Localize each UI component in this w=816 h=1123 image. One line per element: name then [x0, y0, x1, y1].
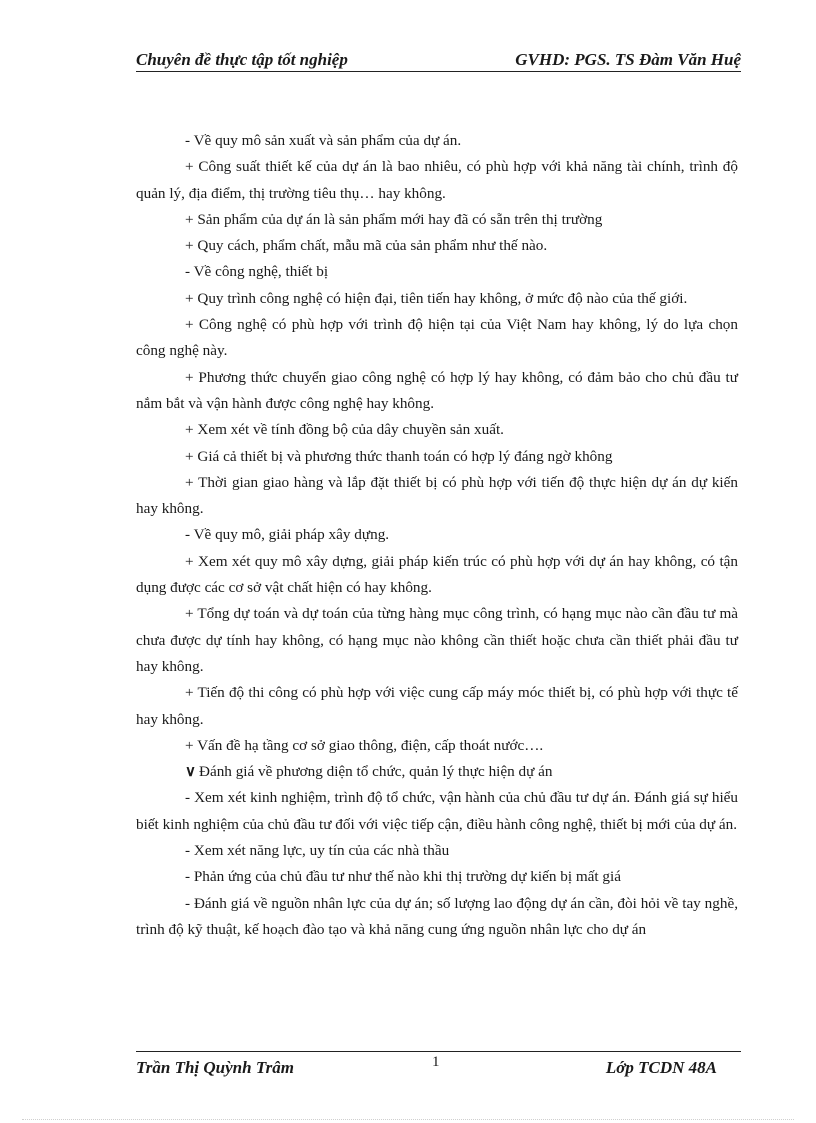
- paragraph: + Công suất thiết kế của dự án là bao nhiêu, có phù hợp với khả năng tài chính, trình độ quản lý, địa điểm, thị trường tiêu thụ… hay không.: [136, 158, 738, 202]
- paragraph: + Phương thức chuyển giao công nghệ có hợp lý hay không, có đảm bảo cho chủ đầu tư nắm bắt và vận hành được công nghệ hay không.: [136, 368, 738, 412]
- paragraph: - Về quy mô sản xuất và sản phẩm của dự án.: [185, 132, 462, 149]
- paragraph: + Quy cách, phẩm chất, mẫu mã của sản phẩm như thế nào.: [185, 237, 548, 255]
- paragraph: + Quy trình công nghệ có hiện đại, tiên tiến hay không, ở mức độ nào của thế giới.: [185, 289, 688, 307]
- paragraph: + Sản phẩm của dự án là sản phẩm mới hay đã có sẵn trên thị trường: [185, 210, 603, 228]
- paragraph: - Phản ứng của chủ đầu tư như thế nào khi thị trường dự kiến bị mất giá: [185, 868, 621, 886]
- header-title: Chuyên đề thực tập tốt nghiệp: [136, 50, 348, 69]
- paragraph: - Đánh giá về nguồn nhân lực của dự án; số lượng lao động dự án cần, đòi hỏi về tay nghề, trình độ kỹ thuật, kế hoạch đào tạo và khả năng cung ứng nguồn nhân lực cho dự án: [136, 894, 738, 938]
- body-text: [136, 128, 738, 943]
- section-heading-text: Đánh giá về phương diện tổ chức, quản lý thực hiện dự án: [199, 763, 553, 781]
- footer-class: Lớp TCDN 48A: [605, 1058, 717, 1077]
- page-header: [136, 46, 741, 72]
- paragraph: + Giá cả thiết bị và phương thức thanh toán có hợp lý đáng ngờ không: [185, 447, 613, 465]
- paragraph: - Về công nghệ, thiết bị: [185, 263, 329, 281]
- paragraph: + Xem xét về tính đồng bộ của dây chuyền sản xuất.: [185, 421, 504, 439]
- paragraph: + Tổng dự toán và dự toán của từng hàng mục công trình, có hạng mục nào cần đầu tư mà chưa được dự tính hay không, có hạng mục nào không cần thiết hoặc chưa cần thiết phải đầu tư hay không.: [136, 605, 738, 675]
- page-footer: [136, 1051, 741, 1081]
- header-advisor: GVHD: PGS. TS Đàm Văn Huệ: [515, 50, 741, 69]
- paragraph: + Thời gian giao hàng và lắp đặt thiết bị có phù hợp với tiến độ thực hiện dự án dự kiến hay không.: [136, 473, 738, 518]
- page-edge-divider: [22, 1119, 794, 1120]
- paragraph: - Xem xét kinh nghiệm, trình độ tổ chức, vận hành của chủ đầu tư dự án. Đánh giá sự hiểu biết kinh nghiệm của chủ đầu tư đối với việc tiếp cận, điều hành công nghệ, thiết bị mới của dự án.: [136, 789, 738, 833]
- paragraph: - Xem xét năng lực, uy tín của các nhà thầu: [185, 842, 450, 860]
- section-heading: [136, 759, 738, 785]
- checkmark-bullet-icon: ∨: [185, 763, 197, 781]
- paragraph: + Công nghệ có phù hợp với trình độ hiện tại của Việt Nam hay không, lý do lựa chọn công nghệ này.: [136, 316, 738, 360]
- paragraph: + Xem xét quy mô xây dựng, giải pháp kiến trúc có phù hợp với dự án hay không, có tận dụng được các cơ sở vật chất hiện có hay không.: [136, 552, 738, 597]
- footer-author: Trần Thị Quỳnh Trâm: [136, 1058, 294, 1077]
- page-number: 1: [432, 1054, 440, 1070]
- paragraph: + Vấn đề hạ tầng cơ sở giao thông, điện, cấp thoát nước….: [185, 736, 544, 754]
- paragraph: - Về quy mô, giải pháp xây dựng.: [185, 526, 390, 544]
- paragraph: + Tiến độ thi công có phù hợp với việc cung cấp máy móc thiết bị, có phù hợp với thực tế hay không.: [136, 684, 738, 728]
